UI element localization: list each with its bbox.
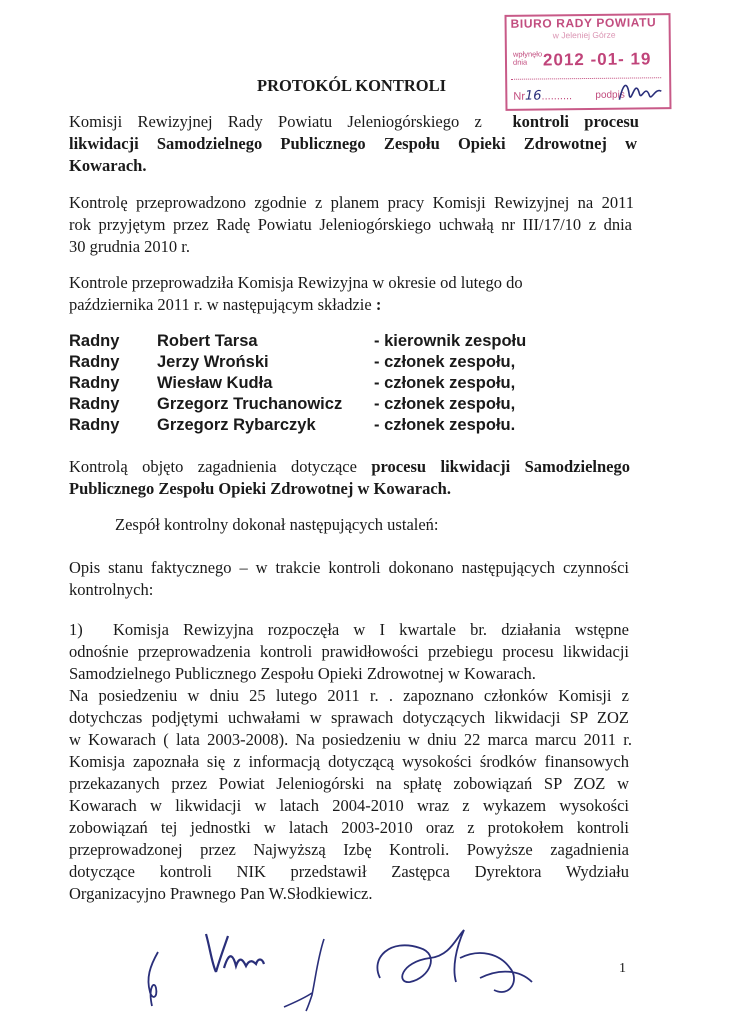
document-title: PROTOKÓL KONTROLI	[257, 76, 447, 95]
body-line: dotychczas podjętymi uchwałami w sprawach dotyczących likwidacji SP ZOZ	[69, 708, 629, 727]
stamp-signature-label: podpis	[595, 89, 625, 101]
signature-1	[140, 948, 170, 1012]
stamp-received-label: wpłynęło dnia	[512, 49, 543, 67]
body-line: Na posiedzeniu w dniu 25 lutego 2011 r. . zapoznano członków Komisji z	[69, 686, 629, 705]
body-line: Komisja zapoznała się z informacją dotyczącą wysokości środków finansowych	[69, 752, 629, 771]
period-line-2: października 2011 r. w następującym składzie :	[69, 295, 382, 314]
stamp-signature-scribble	[615, 73, 665, 108]
intro-line-3: Kowarach.	[69, 156, 147, 175]
team-findings: Zespół kontrolny dokonał następujących ustaleń:	[115, 515, 439, 534]
stamp-subtitle: w Jeleniej Górze	[552, 29, 616, 41]
item-1-line-3: Samodzielnego Publicznego Zespołu Opieki Zdrowotnej w Kowarach.	[69, 664, 536, 683]
facts-line-2: kontrolnych:	[69, 580, 154, 599]
body-line: dotyczące kontroli NIK przedstawił Zastępca Dyrektora Wydziału	[69, 862, 629, 881]
stamp-date: 2012 -01- 19	[542, 49, 652, 70]
body-line: przekazanych przez Powiat Jeleniogórski na spłatę zobowiązań SP ZOZ w	[69, 774, 629, 793]
scope-line-1: Kontrolą objęto zagadnienia dotyczące procesu likwidacji Samodzielnego	[69, 457, 630, 476]
item-1-line-2: odnośnie przeprowadzenia kontroli prawidłowości przebiegu procesu likwidacji	[69, 642, 629, 661]
plan-line-2: rok przyjętym przez Radę Powiatu Jeleniogórskiego uchwałą nr III/17/10 z dnia	[69, 215, 632, 234]
body-line: Organizacyjno Prawnego Pan W.Słodkiewicz.	[69, 884, 373, 903]
receipt-stamp	[505, 13, 672, 111]
facts-line-1: Opis stanu faktycznego – w trakcie kontroli dokonano następujących czynności	[69, 558, 629, 577]
intro-line-1: Komisji Rewizyjnej Rady Powiatu Jeleniogórskiego z kontroli procesu	[69, 112, 639, 131]
signature-4	[360, 918, 540, 1018]
body-line: zobowiązań tej jednostki w latach 2003-2010 oraz z protokołem kontroli	[69, 818, 629, 837]
intro-line-2: likwidacji Samodzielnego Publicznego Zespołu Opieki Zdrowotnej w	[69, 134, 637, 153]
item-1-number: 1)	[69, 620, 83, 639]
page-number: 1	[619, 961, 626, 976]
scope-line-2: Publicznego Zespołu Opieki Zdrowotnej w Kowarach.	[69, 479, 451, 498]
period-line-1: Kontrole przeprowadziła Komisja Rewizyjna w okresie od lutego do	[69, 273, 523, 292]
body-line: przeprowadzonej przez Najwyższą Izbę Kontroli. Powyższe zagadnienia	[69, 840, 629, 859]
body-line: w Kowarach ( lata 2003-2008). Na posiedzeniu w dniu 22 marca marcu 2011 r.	[69, 730, 632, 749]
signature-3	[276, 935, 336, 1015]
stamp-title: BIURO RADY POWIATU	[510, 15, 657, 31]
body-line: Kowarach w likwidacji w latach 2004-2010 wraz z wykazem wysokości	[69, 796, 629, 815]
plan-line-1: Kontrolę przeprowadzono zgodnie z planem pracy Komisji Rewizyjnej na 2011	[69, 193, 634, 212]
signature-2	[200, 928, 270, 978]
stamp-number: Nr16..........	[513, 88, 573, 104]
item-1-line-1: Komisja Rewizyjna rozpoczęła w I kwartale br. działania wstępne	[113, 620, 629, 639]
plan-line-3: 30 grudnia 2010 r.	[69, 237, 190, 256]
